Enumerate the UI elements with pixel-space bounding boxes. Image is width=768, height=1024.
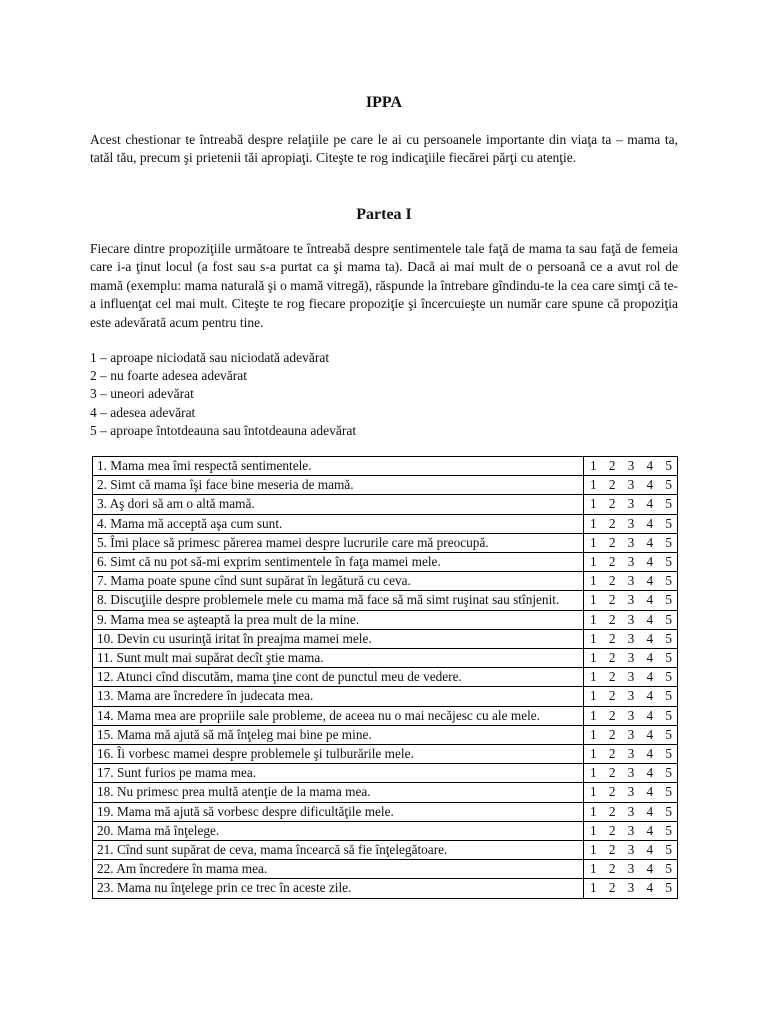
- rating-option[interactable]: 5: [665, 861, 672, 877]
- rating-options-row: [590, 612, 672, 628]
- rating-option[interactable]: 1: [590, 515, 597, 531]
- rating-option[interactable]: 4: [646, 784, 654, 800]
- table-row: [93, 572, 678, 591]
- item-statement: 17. Sunt furios pe mama mea.: [93, 764, 584, 783]
- table-row: [93, 802, 678, 821]
- rating-option[interactable]: 3: [627, 726, 635, 742]
- rating-option[interactable]: 2: [608, 803, 616, 819]
- table-row: [93, 841, 678, 860]
- rating-option[interactable]: 1: [590, 573, 597, 589]
- rating-option[interactable]: 4: [646, 477, 654, 493]
- rating-options: [584, 764, 678, 783]
- rating-option[interactable]: 3: [627, 496, 635, 512]
- item-statement: 21. Cînd sunt supărat de ceva, mama încearcă să fie înţelegătoare.: [93, 841, 584, 860]
- rating-option[interactable]: 3: [627, 688, 635, 704]
- rating-option[interactable]: 4: [646, 458, 654, 473]
- item-statement: 11. Sunt mult mai supărat decît ştie mama.: [93, 649, 584, 668]
- item-statement: 12. Atunci cînd discutăm, mama ţine cont de punctul meu de vedere.: [93, 668, 584, 687]
- rating-option[interactable]: 3: [627, 573, 635, 589]
- item-statement: 16. Îi vorbesc mamei despre problemele şi tulburările mele.: [93, 745, 584, 764]
- rating-option[interactable]: 3: [627, 784, 635, 800]
- rating-option[interactable]: 2: [608, 477, 616, 493]
- table-row: [93, 514, 678, 533]
- rating-options-row: [590, 592, 672, 608]
- rating-option[interactable]: 4: [646, 650, 654, 666]
- rating-option[interactable]: 5: [665, 707, 672, 723]
- rating-option[interactable]: 4: [646, 880, 654, 896]
- rating-option[interactable]: 2: [608, 592, 616, 608]
- rating-option[interactable]: 5: [665, 534, 672, 550]
- item-statement: 10. Devin cu usurinţă iritat în preajma mamei mele.: [93, 629, 584, 648]
- table-row: [93, 783, 678, 802]
- rating-options-row: [590, 823, 672, 839]
- rating-option[interactable]: 3: [627, 650, 635, 666]
- rating-option[interactable]: 4: [646, 842, 654, 858]
- rating-options-row: [590, 477, 672, 493]
- rating-options-row: [590, 804, 672, 820]
- rating-option[interactable]: 1: [590, 765, 597, 781]
- table-row: [93, 610, 678, 629]
- table-row: [93, 860, 678, 879]
- rating-option[interactable]: 5: [665, 765, 672, 781]
- item-statement: 2. Simt că mama îşi face bine meseria de mamă.: [93, 476, 584, 495]
- rating-option[interactable]: 4: [646, 611, 654, 627]
- table-row: [93, 764, 678, 783]
- rating-options-row: [590, 458, 672, 474]
- item-statement: 15. Mama mă ajută să mă înţeleg mai bine pe mine.: [93, 725, 584, 744]
- rating-option[interactable]: 1: [590, 842, 597, 858]
- rating-option[interactable]: 5: [665, 592, 672, 608]
- rating-option[interactable]: 5: [665, 688, 672, 704]
- intro-paragraph: [90, 131, 678, 168]
- rating-options: [584, 668, 678, 687]
- rating-option[interactable]: 3: [627, 707, 635, 723]
- item-statement: 4. Mama mă acceptă aşa cum sunt.: [93, 514, 584, 533]
- table-row: [93, 629, 678, 648]
- rating-option[interactable]: 3: [627, 534, 635, 550]
- rating-option[interactable]: 1: [590, 554, 597, 570]
- rating-option[interactable]: 2: [608, 669, 616, 685]
- rating-option[interactable]: 1: [590, 822, 597, 838]
- items-table: [92, 456, 678, 899]
- rating-option[interactable]: 3: [627, 630, 635, 646]
- rating-option[interactable]: 1: [590, 880, 597, 896]
- rating-option[interactable]: 2: [608, 880, 616, 896]
- rating-option[interactable]: 4: [646, 707, 654, 723]
- item-statement: 22. Am încredere în mama mea.: [93, 860, 584, 879]
- rating-option[interactable]: 5: [665, 726, 672, 742]
- rating-options-row: [590, 727, 672, 743]
- instructions-paragraph: [90, 240, 678, 332]
- table-row: [93, 668, 678, 687]
- rating-option[interactable]: 3: [627, 861, 635, 877]
- rating-option[interactable]: 2: [608, 573, 616, 589]
- rating-option[interactable]: 5: [665, 477, 672, 493]
- items-table-body: [93, 457, 678, 899]
- rating-option[interactable]: 2: [608, 842, 616, 858]
- rating-option[interactable]: 1: [590, 534, 597, 550]
- rating-options: [584, 821, 678, 840]
- rating-option[interactable]: 1: [590, 861, 597, 877]
- rating-option[interactable]: 3: [627, 515, 635, 531]
- rating-option[interactable]: 5: [665, 496, 672, 512]
- rating-option[interactable]: 4: [646, 726, 654, 742]
- rating-scale-legend: [90, 349, 678, 440]
- item-statement: 7. Mama poate spune cînd sunt supărat în legătură cu ceva.: [93, 572, 584, 591]
- rating-options-row: [590, 861, 672, 877]
- rating-option[interactable]: 1: [590, 746, 597, 762]
- rating-option[interactable]: 3: [627, 458, 635, 473]
- rating-option[interactable]: 4: [646, 573, 654, 589]
- rating-option[interactable]: 2: [608, 784, 616, 800]
- rating-options-row: [590, 631, 672, 647]
- rating-options: [584, 802, 678, 821]
- rating-option[interactable]: 3: [627, 669, 635, 685]
- rating-option[interactable]: 1: [590, 688, 597, 704]
- rating-options-row: [590, 573, 672, 589]
- rating-options-row: [590, 554, 672, 570]
- instructions-text: Fiecare dintre propoziţiile următoare te întreabă despre sentimentele tale faţă de mama ta sau faţă de femeia care i-a ţinut locul (a fost sau s-a purtat ca şi mama ta). Dacă ai mai mult de o persoană ce a avut rol de mamă (exemplu: mama naturală şi o mamă vitregă), răspunde la întrebare gîndindu-te la cea care simţi că te-a influenţat cel mai mult. Citeşte te rog fiecare propoziţie şi încercuieşte un număr care spune că propoziţia este adevărată acum pentru tine.: [90, 241, 678, 330]
- rating-options-row: [590, 535, 672, 551]
- rating-options-row: [590, 708, 672, 724]
- rating-option[interactable]: 3: [627, 765, 635, 781]
- rating-options-row: [590, 669, 672, 685]
- intro-text: Acest chestionar te întreabă despre relaţiile pe care le ai cu persoanele importante din viaţa ta – mama ta, tatăl tău, precum şi prietenii tăi apropiaţi. Citeşte te rog indicaţiile fiecărei părţi cu atenţie.: [90, 132, 678, 166]
- item-statement: 14. Mama mea are propriile sale probleme, de aceea nu o mai necăjesc cu ale mele.: [93, 706, 584, 725]
- rating-option[interactable]: 4: [646, 515, 654, 531]
- rating-options: [584, 457, 678, 476]
- rating-options-row: [590, 765, 672, 781]
- rating-option[interactable]: 2: [608, 726, 616, 742]
- table-row: [93, 476, 678, 495]
- rating-options-row: [590, 516, 672, 532]
- rating-option[interactable]: 2: [608, 746, 616, 762]
- rating-options-row: [590, 784, 672, 800]
- rating-option[interactable]: 2: [608, 534, 616, 550]
- page-title: IPPA: [365, 94, 403, 111]
- scale-item: 5 – aproape întotdeauna sau întotdeauna adevărat: [90, 422, 357, 438]
- rating-option[interactable]: 2: [608, 630, 616, 646]
- scale-item: 4 – adesea adevărat: [90, 404, 196, 420]
- rating-option[interactable]: 5: [665, 842, 672, 858]
- rating-option[interactable]: 3: [627, 554, 635, 570]
- rating-option[interactable]: 1: [590, 477, 597, 493]
- rating-option[interactable]: 2: [608, 496, 616, 512]
- rating-option[interactable]: 3: [627, 746, 635, 762]
- rating-option[interactable]: 3: [627, 803, 635, 819]
- table-row: [93, 553, 678, 572]
- rating-option[interactable]: 5: [665, 611, 672, 627]
- rating-option[interactable]: 4: [646, 688, 654, 704]
- table-row: [93, 821, 678, 840]
- item-statement: 3. Aş dori să am o altă mamă.: [93, 495, 584, 514]
- table-row: [93, 687, 678, 706]
- rating-options: [584, 745, 678, 764]
- rating-options-row: [590, 688, 672, 704]
- rating-option[interactable]: 2: [608, 515, 616, 531]
- rating-options-row: [590, 880, 672, 896]
- item-statement: 5. Îmi place să primesc părerea mamei despre lucrurile care mă preocupă.: [93, 533, 584, 552]
- rating-option[interactable]: 1: [590, 611, 597, 627]
- rating-option[interactable]: 1: [590, 726, 597, 742]
- scale-item: 1 – aproape niciodată sau niciodată adevărat: [90, 350, 330, 365]
- rating-option[interactable]: 5: [665, 822, 672, 838]
- rating-option[interactable]: 3: [627, 477, 635, 493]
- item-statement: 23. Mama nu înţelege prin ce trec în aceste zile.: [93, 879, 584, 898]
- rating-option[interactable]: 1: [590, 669, 597, 685]
- rating-option[interactable]: 2: [608, 707, 616, 723]
- item-statement: 1. Mama mea îmi respectă sentimentele.: [93, 457, 584, 476]
- rating-option[interactable]: 5: [665, 746, 672, 762]
- rating-option[interactable]: 2: [608, 688, 616, 704]
- rating-option[interactable]: 5: [665, 573, 672, 589]
- table-row: [93, 591, 678, 610]
- rating-options: [584, 591, 678, 610]
- rating-option[interactable]: 5: [665, 515, 672, 531]
- rating-option[interactable]: 5: [665, 554, 672, 570]
- rating-options: [584, 514, 678, 533]
- table-row: [93, 649, 678, 668]
- section-title: Partea I: [356, 206, 412, 223]
- table-row: [93, 879, 678, 898]
- rating-option[interactable]: 4: [646, 669, 654, 685]
- item-statement: 18. Nu primesc prea multă atenţie de la mama mea.: [93, 783, 584, 802]
- rating-option[interactable]: 5: [665, 650, 672, 666]
- rating-option[interactable]: 4: [646, 592, 654, 608]
- rating-options: [584, 783, 678, 802]
- rating-option[interactable]: 2: [608, 611, 616, 627]
- rating-option[interactable]: 2: [608, 458, 616, 473]
- rating-option[interactable]: 4: [646, 554, 654, 570]
- rating-option[interactable]: 4: [646, 496, 654, 512]
- rating-options: [584, 649, 678, 668]
- rating-option[interactable]: 5: [665, 458, 672, 473]
- scale-item: 2 – nu foarte adesea adevărat: [90, 368, 248, 384]
- table-row: [93, 725, 678, 744]
- rating-option[interactable]: 1: [590, 650, 597, 666]
- item-statement: 20. Mama mă înţelege.: [93, 821, 584, 840]
- rating-option[interactable]: 2: [608, 650, 616, 666]
- rating-options: [584, 725, 678, 744]
- rating-option[interactable]: 4: [646, 803, 654, 819]
- rating-option[interactable]: 4: [646, 534, 654, 550]
- item-statement: 13. Mama are încredere în judecata mea.: [93, 687, 584, 706]
- rating-option[interactable]: 3: [627, 880, 635, 896]
- table-row: [93, 533, 678, 552]
- rating-option[interactable]: 5: [665, 880, 672, 896]
- item-statement: 6. Simt că nu pot să-mi exprim sentimentele în faţa mamei mele.: [93, 553, 584, 572]
- rating-option[interactable]: 4: [646, 822, 654, 838]
- table-row: [93, 495, 678, 514]
- rating-option[interactable]: 4: [646, 630, 654, 646]
- rating-options: [584, 553, 678, 572]
- rating-option[interactable]: 5: [665, 669, 672, 685]
- scale-item: 3 – uneori adevărat: [90, 386, 194, 402]
- rating-options-row: [590, 496, 672, 512]
- rating-options: [584, 495, 678, 514]
- rating-option[interactable]: 3: [627, 611, 635, 627]
- rating-options: [584, 860, 678, 879]
- rating-options-row: [590, 842, 672, 858]
- rating-option[interactable]: 3: [627, 822, 635, 838]
- rating-option[interactable]: 5: [665, 784, 672, 800]
- rating-option[interactable]: 1: [590, 496, 597, 512]
- rating-option[interactable]: 2: [608, 861, 616, 877]
- rating-options: [584, 572, 678, 591]
- table-row: [93, 706, 678, 725]
- rating-options: [584, 706, 678, 725]
- rating-options-row: [590, 746, 672, 762]
- item-statement: 9. Mama mea se aşteaptă la prea mult de la mine.: [93, 610, 584, 629]
- rating-option[interactable]: 4: [646, 746, 654, 762]
- rating-options: [584, 629, 678, 648]
- rating-options-row: [590, 650, 672, 666]
- rating-options: [584, 841, 678, 860]
- table-row: [93, 745, 678, 764]
- rating-options: [584, 533, 678, 552]
- rating-option[interactable]: 2: [608, 554, 616, 570]
- rating-option[interactable]: 1: [590, 707, 597, 723]
- item-statement: 19. Mama mă ajută să vorbesc despre dificultăţile mele.: [93, 802, 584, 821]
- table-row: [93, 457, 678, 476]
- rating-options: [584, 476, 678, 495]
- rating-option[interactable]: 1: [590, 784, 597, 800]
- rating-option[interactable]: 1: [590, 630, 597, 646]
- rating-option[interactable]: 1: [590, 458, 597, 473]
- rating-options: [584, 610, 678, 629]
- rating-option[interactable]: 3: [627, 842, 635, 858]
- rating-option[interactable]: 2: [608, 765, 616, 781]
- rating-option[interactable]: 5: [665, 630, 672, 646]
- rating-option[interactable]: 4: [646, 765, 654, 781]
- rating-options: [584, 687, 678, 706]
- rating-options: [584, 879, 678, 898]
- rating-option[interactable]: 2: [608, 822, 616, 838]
- rating-option[interactable]: 3: [627, 592, 635, 608]
- item-statement: 8. Discuţiile despre problemele mele cu mama mă face să mă simt ruşinat sau stînjenit.: [93, 591, 584, 610]
- rating-option[interactable]: 1: [590, 803, 597, 819]
- rating-option[interactable]: 1: [590, 592, 597, 608]
- rating-option[interactable]: 5: [665, 803, 672, 819]
- rating-option[interactable]: 4: [646, 861, 654, 877]
